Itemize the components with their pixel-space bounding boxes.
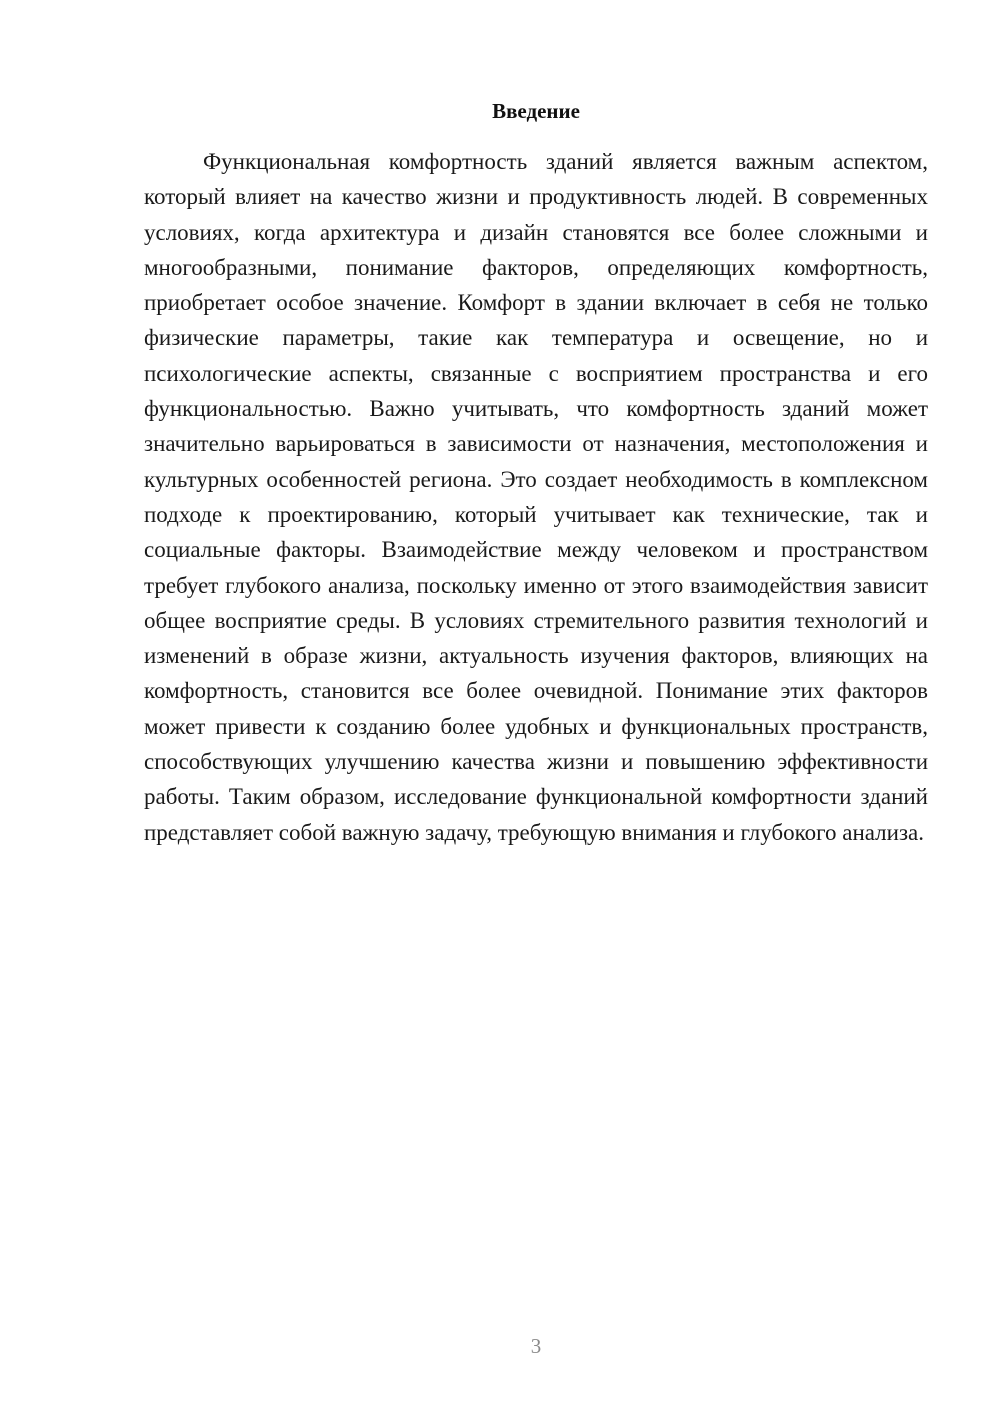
section-heading: Введение [492, 99, 580, 123]
body-paragraph: Функциональная комфортность зданий является важным аспектом, который влияет на качество жизни и продуктивность людей. В современных условиях, когда архитектура и дизайн становятся все более сложными и многообразными, понимание факторов, определяющих комфортность, приобретает особое значение. Комфорт в здании включает в себя не только физические параметры, такие как температура и освещение, но и психологические аспекты, связанные с восприятием пространства и его функциональностью. Важно учитывать, что комфортность зданий может значительно варьироваться в зависимости от назначения, местоположения и культурных особенностей региона. Это создает необходимость в комплексном подходе к проектированию, который учитывает как технические, так и социальные факторы. Взаимодействие между человеком и пространством требует глубокого анализа, поскольку именно от этого взаимодействия зависит общее восприятие среды. В условиях стремительного развития технологий и изменений в образе жизни, актуальность изучения факторов, влияющих на комфортность, становится все более очевидной. Понимание этих факторов может привести к созданию более удобных и функциональных пространств, способствующих улучшению качества жизни и повышению эффективности работы. Таким образом, исследование функциональной комфортности зданий представляет собой важную задачу, требующую внимания и глубокого анализа. [144, 149, 928, 845]
page-number: 3 [530, 1334, 542, 1358]
